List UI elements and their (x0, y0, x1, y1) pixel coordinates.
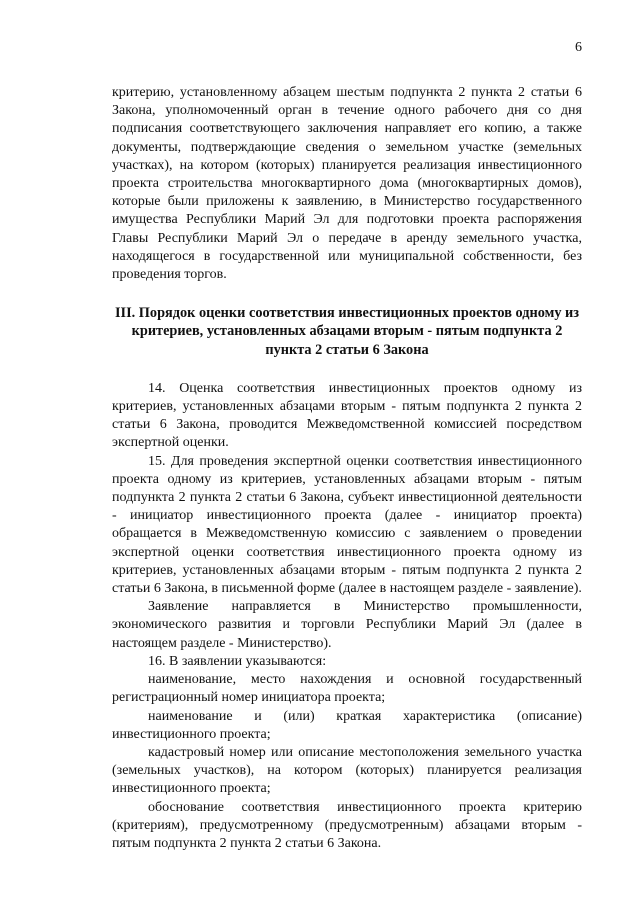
paragraph-15: 15. Для проведения экспертной оценки соответствия инвестиционного проекта одному из критериев, установленных абзацами вторым - пятым подпункта 2 пункта 2 статьи 6 Закона, субъект инвестиционной деятельности - инициатор инвестиционного проекта (далее - инициатор проекта) обращается в Межведомственную комиссию с заявлением о проведении экспертной оценки соответствия инвестиционного проекта одному из критериев, установленных абзацами вторым - пятым подпункта 2 пункта 2 статьи 6 Закона, в письменной форме (далее в настоящем разделе - заявление). (112, 453, 582, 597)
list-item-project-description: наименование и (или) краткая характеристика (описание) инвестиционного проекта; (112, 708, 582, 742)
paragraph-application-sent: Заявление направляется в Министерство промышленности, экономического развития и торговли Республики Марий Эл (далее в настоящем разделе - Министерство). (112, 599, 582, 651)
document-body (112, 84, 582, 853)
list-item-name-location: наименование, место нахождения и основной государственный регистрационный номер инициатора проекта; (112, 672, 582, 706)
page-number: 6 (575, 40, 582, 55)
paragraph-continuation: критерию, установленному абзацем шестым подпункта 2 пункта 2 статьи 6 Закона, уполномоченный орган в течение одного рабочего дня со дня подписания соответствующего заключения направляет его копию, а также документы, подтверждающие сведения о земельном участке (земельных участках), на котором (которых) планируется реализация инвестиционного проекта строительства многоквартирного дома (многоквартирных домов), которые были приложены к заявлению, в Министерство государственного имущества Республики Марий Эл для подготовки проекта распоряжения Главы Республики Марий Эл о передаче в аренду земельного участка, находящегося в государственной или муниципальной собственности, без проведения торгов. (112, 85, 582, 283)
list-item-cadastral-number: кадастровый номер или описание местоположения земельного участка (земельных участков), на котором (которых) планируется реализация инвестиционного проекта; (112, 744, 582, 797)
paragraph-16: 16. В заявлении указываются: (148, 653, 327, 669)
section-heading: III. Порядок оценки соответствия инвестиционных проектов одному из критериев, установленных абзацами вторым - пятым подпункта 2 пункта 2 статьи 6 Закона (114, 305, 580, 358)
paragraph-14: 14. Оценка соответствия инвестиционных проектов одному из критериев, установленных абзацами вторым - пятым подпункта 2 пункта 2 статьи 6 Закона, проводится Межведомственной комиссией посредством экспертной оценки. (112, 380, 582, 451)
list-item-justification: обоснование соответствия инвестиционного проекта критерию (критериям), предусмотренному (предусмотренным) абзацами вторым - пятым подпункта 2 пункта 2 статьи 6 Закона. (112, 799, 582, 851)
